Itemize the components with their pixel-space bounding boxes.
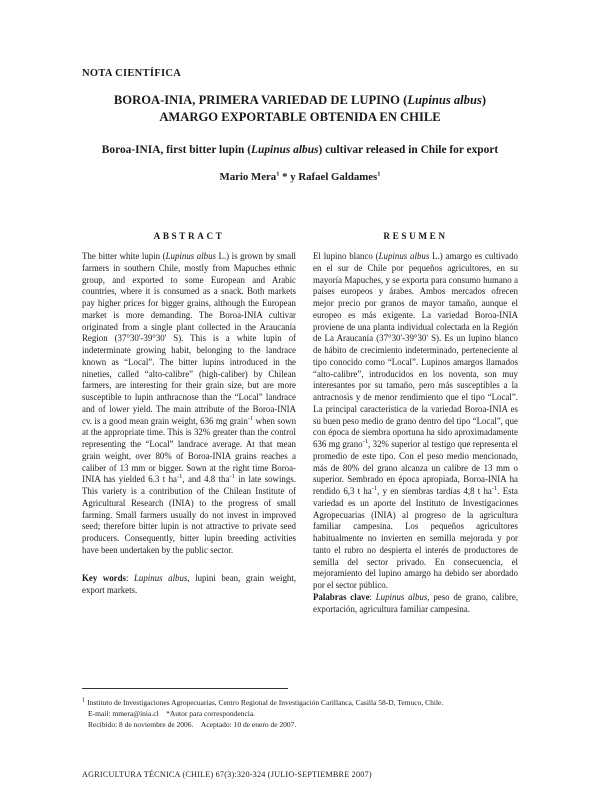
paper-title-line-2: AMARGO EXPORTABLE OBTENIDA EN CHILE — [159, 110, 441, 124]
resumen-heading: RESUMEN — [383, 231, 448, 241]
resumen-body — [313, 251, 518, 592]
section-label: NOTA CIENTÍFICA — [82, 68, 182, 79]
resumen-paragraph — [313, 251, 518, 592]
species-name: Lupinus albus — [165, 251, 216, 261]
author-name: Mario Mera — [219, 171, 277, 183]
footnote-divider — [82, 688, 288, 689]
text-run: in late sowings. This variety is a contribution of the Chilean Institute of Agricultural Research (INIA) to the progress of small farming. Small farmers usually do not invest in improved seed; therefore bitter lupin is not attractive to private seed producers. Consequently, bitter lupin breeding activities have been undertaken by the public sector. — [82, 474, 296, 555]
palabras-rest: , peso de grano, calibre, exportación, agricultura familiar campesina. — [313, 592, 519, 614]
title-species: Lupinus albus — [407, 93, 482, 107]
footnote-affiliation — [82, 697, 522, 708]
keywords-rest: , lupini bean, grain weight, export markets. — [82, 573, 297, 595]
footnote-accepted: Aceptado: 10 de enero de 2007. — [200, 720, 297, 729]
author-name: Rafael Galdames — [298, 171, 378, 183]
abstract-body — [82, 251, 296, 557]
footnote — [82, 697, 522, 730]
keywords-sep: : — [126, 573, 134, 583]
text-run: , and 4.8 tha — [182, 474, 230, 485]
author-joiner: y — [287, 171, 299, 183]
palabras-label: Palabras clave — [313, 592, 370, 602]
unit-exponent: -1 — [229, 473, 235, 481]
footnote-marker: 1 — [82, 696, 86, 704]
keywords — [82, 573, 296, 597]
text-run: El lupino blanco ( — [313, 251, 379, 261]
english-title-species: Lupinus albus — [251, 144, 319, 156]
unit-exponent: -1 — [362, 438, 369, 446]
english-title — [60, 144, 540, 156]
palabras-clave — [313, 592, 518, 616]
title-part: BOROA-INIA, PRIMERA VARIEDAD DE LUPINO ( — [113, 93, 408, 107]
footnote-correspondence: *Autor para correspondencia. — [166, 709, 256, 718]
corresponding-marker: * — [279, 171, 288, 183]
text-run: L.) is grown by small farmers in southern Chile, mostly from Mapuches ethnic group, and exported to some European and Arabic countries, where it is consumed as a snack. Both markets pay higher prices for bigger grains, although the European market is more demanding. The Boroa-INIA cultivar originated from a single plant collected in the Araucanía Region (37°30'-39°30' S). This is a white lupin of indeterminate growing habit, belonging to the landrace known as “Local”. The bitter lupins introduced in the nineties, called “alto-calibre” (high-caliber) by Chilean farmers, are interesting for their grain size, but are more susceptible to lupin anthracnose than the “Local” landrace and of lower yield. The main attribute of the Boroa-INIA cv. is a good mean grain weight, 636 mg grain — [82, 251, 296, 426]
text-run: . Esta variedad es un aporte del Instituto de Investigaciones Agropecuarias (INIA) al progreso de la agricultura familiar campesina. Los pequeños agricultores habitualmente no invierten en semilla mejorada y por tanto el rubro no despierta el interés de productores de semilla del sector privado. En consecuencia, el mejoramiento del lupino amargo ha debido ser abordado por el sector público. — [313, 486, 519, 590]
unit-exponent: -1 — [176, 473, 183, 481]
abstract-paragraph — [82, 251, 296, 557]
title-part: ) — [481, 93, 487, 107]
keywords-label: Key words — [82, 573, 126, 583]
palabras-sep: : — [369, 592, 376, 602]
species-name: Lupinus albus — [378, 251, 430, 261]
affiliation-marker: 1 — [276, 170, 280, 178]
footnote-contact — [82, 708, 522, 719]
paper-title-line-1 — [60, 92, 540, 109]
keywords-species: Lupinus albus — [134, 573, 188, 583]
text-run: The bitter white lupin ( — [82, 251, 166, 261]
footnote-affiliation-text: Instituto de Investigaciones Agropecuarias, Centro Regional de Investigación Carillanca, Casilla 58-D, Temuco, Chile. — [85, 698, 444, 707]
english-title-part: Boroa-INIA, first bitter lupin ( — [101, 144, 252, 156]
footnote-received: Recibido: 8 de noviembre de 2006. — [88, 720, 194, 729]
text-run: , y en siembras tardías 4,8 t ha — [377, 486, 492, 496]
journal-citation: AGRICULTURA TÉCNICA (CHILE) 67(3):320-324 (JULIO-SEPTIEMBRE 2007) — [82, 770, 372, 779]
text-run: when sown at the appropriate time. This is 32% greater than the control representing the “Local” landrace average. At that mean grain weight, over 80% of Boroa-INIA grains reaches a caliber of 13 mm or bigger. Sown at the right time Boroa-INIA has yielded 6.3 t ha — [82, 415, 297, 485]
footnote-dates — [82, 719, 522, 730]
unit-exponent: -1 — [371, 485, 378, 493]
affiliation-marker: 1 — [377, 170, 381, 178]
footnote-email[interactable]: E-mail: mmera@inia.cl — [88, 709, 159, 718]
abstract-heading: ABSTRACT — [153, 231, 225, 241]
text-run: , 32% superior al testigo que representa el promedio de este tipo. Con el peso medio mencionado, más de 80% del grano alcanza un calibre de 13 mm o superior. Sembrado en época apropiada, Boroa-INIA ha rendido 6,3 t ha — [313, 439, 518, 496]
unit-exponent: -1 — [491, 485, 498, 493]
english-title-part: ) cultivar released in Chile for export — [318, 144, 499, 156]
authors — [60, 171, 540, 183]
unit-exponent: -1 — [247, 414, 254, 422]
text-run: L.) amargo es cultivado en el sur de Chile por pequeños agricultores, en su mayoría Mapuches, y se exporta para consumo humano a países europeos y árabes. Ambos mercados ofrecen mejor precio por granos de mayor tamaño, aunque el europeo es más exigente. La variedad Boroa-INIA proviene de una planta individual colectada en la Región de La Araucanía (37°30'-39°30' S). Es un lupino blanco de hábito de crecimiento indeterminado, perteneciente al tipo conocido como “Local”. Lupinos amargos llamados “alto-calibre”, introducidos en los noventa, son muy interesantes por su tamaño, pero más susceptibles a la antracnosis y de menor rendimiento que el tipo “Local”. La principal característica de la variedad Boroa-INIA es su buen peso medio de grano dentro del tipo “Local”, que con época de siembra oportuna ha sido aproximadamente 636 mg grano — [313, 251, 518, 449]
palabras-species: Lupinus albus — [375, 592, 428, 602]
